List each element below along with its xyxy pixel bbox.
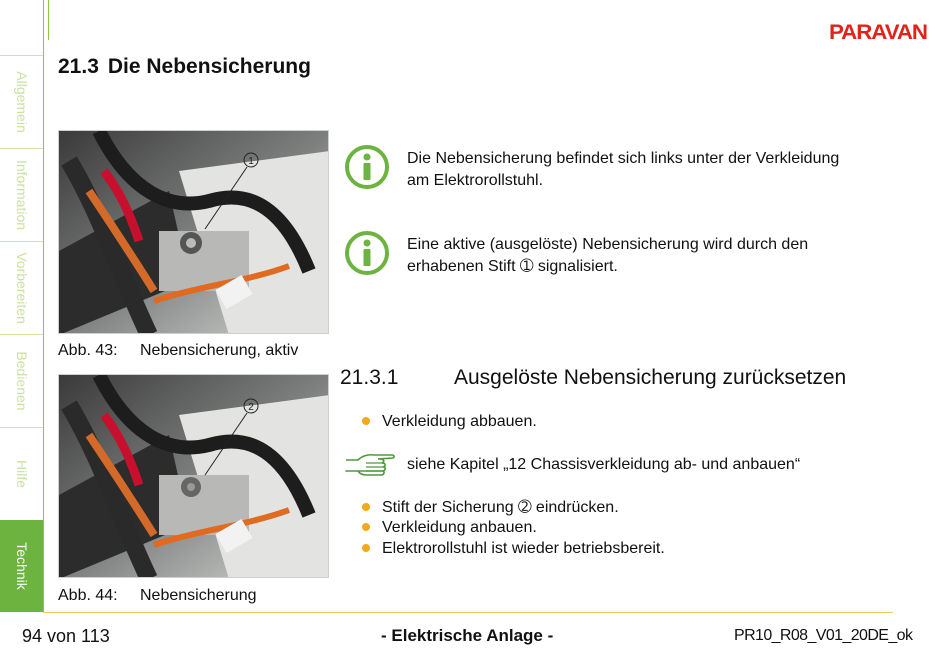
bullet-dot	[362, 417, 370, 425]
figure-caption-text: Nebensicherung	[140, 587, 257, 604]
bullet-dot	[362, 503, 370, 511]
figure-photo-fuse	[58, 374, 329, 578]
info-icon	[344, 144, 390, 190]
step-item	[362, 413, 537, 431]
info-note-line: erhabenen Stift ➀ signalisiert.	[407, 258, 618, 275]
info-note-line: Die Nebensicherung befindet sich links unter der Verkleidung	[407, 150, 840, 167]
page-number: 94 von 113	[22, 626, 110, 646]
subsection-heading	[340, 366, 846, 390]
step-item	[362, 519, 537, 537]
svg-text:PARAVAN: PARAVAN	[829, 21, 927, 42]
figure-caption	[58, 342, 298, 360]
paravan-logo	[829, 20, 927, 42]
bullet-dot	[362, 544, 370, 552]
svg-text:2: 2	[248, 402, 254, 413]
tab-label: Hilfe	[13, 459, 30, 489]
figure-caption-text: Nebensicherung, aktiv	[140, 342, 299, 359]
header-divider	[48, 0, 49, 40]
tab-label: Allgemein	[13, 71, 30, 133]
step-text: Verkleidung anbauen.	[382, 519, 537, 536]
info-note-line: Eine aktive (ausgelöste) Nebensicherung wird durch den	[407, 236, 809, 253]
subsection-title: Ausgelöste Nebensicherung zurücksetzen	[454, 366, 847, 389]
tab-vorbereiten[interactable]	[0, 241, 43, 334]
document-id: PR10_R08_V01_20DE_ok	[734, 627, 913, 644]
tab-label: Information	[13, 159, 30, 231]
reference-text: siehe Kapitel „12 Chassisverkleidung ab- und anbauen“	[407, 456, 801, 473]
figure-caption	[58, 587, 257, 605]
figure-label: Abb. 44:	[58, 587, 118, 604]
info-note-line: am Elektrorollstuhl.	[407, 172, 544, 189]
info-note	[407, 148, 897, 192]
tab-label: Technik	[13, 542, 30, 590]
svg-text:1: 1	[248, 156, 254, 167]
step-item	[362, 540, 665, 558]
step-text: Stift der Sicherung ➁ eindrücken.	[382, 499, 619, 516]
sidebar-divider	[43, 0, 44, 612]
pointing-hand-icon	[344, 452, 396, 478]
step-text: Verkleidung abbauen.	[382, 413, 537, 430]
info-icon	[344, 230, 390, 276]
footer-divider	[43, 612, 893, 613]
tab-hilfe[interactable]	[0, 427, 43, 520]
tab-technik[interactable]	[0, 520, 43, 612]
section-heading	[58, 55, 311, 79]
step-text: Elektrorollstuhl ist wieder betriebsbereit.	[382, 540, 665, 557]
info-note	[407, 234, 897, 278]
figure-label: Abb. 43:	[58, 342, 118, 359]
chapter-title: - Elektrische Anlage -	[381, 626, 554, 645]
section-number: 21.3	[58, 55, 99, 78]
figure-photo-active-fuse	[58, 130, 329, 334]
tab-label: Vorbereiten	[13, 252, 30, 324]
subsection-number: 21.3.1	[340, 366, 399, 389]
tab-bedienen[interactable]	[0, 334, 43, 427]
tab-label: Bedienen	[13, 351, 30, 411]
tab-information[interactable]	[0, 148, 43, 241]
section-title: Die Nebensicherung	[107, 55, 311, 78]
bullet-dot	[362, 523, 370, 531]
tab-allgemein[interactable]	[0, 55, 43, 148]
step-item	[362, 497, 619, 517]
